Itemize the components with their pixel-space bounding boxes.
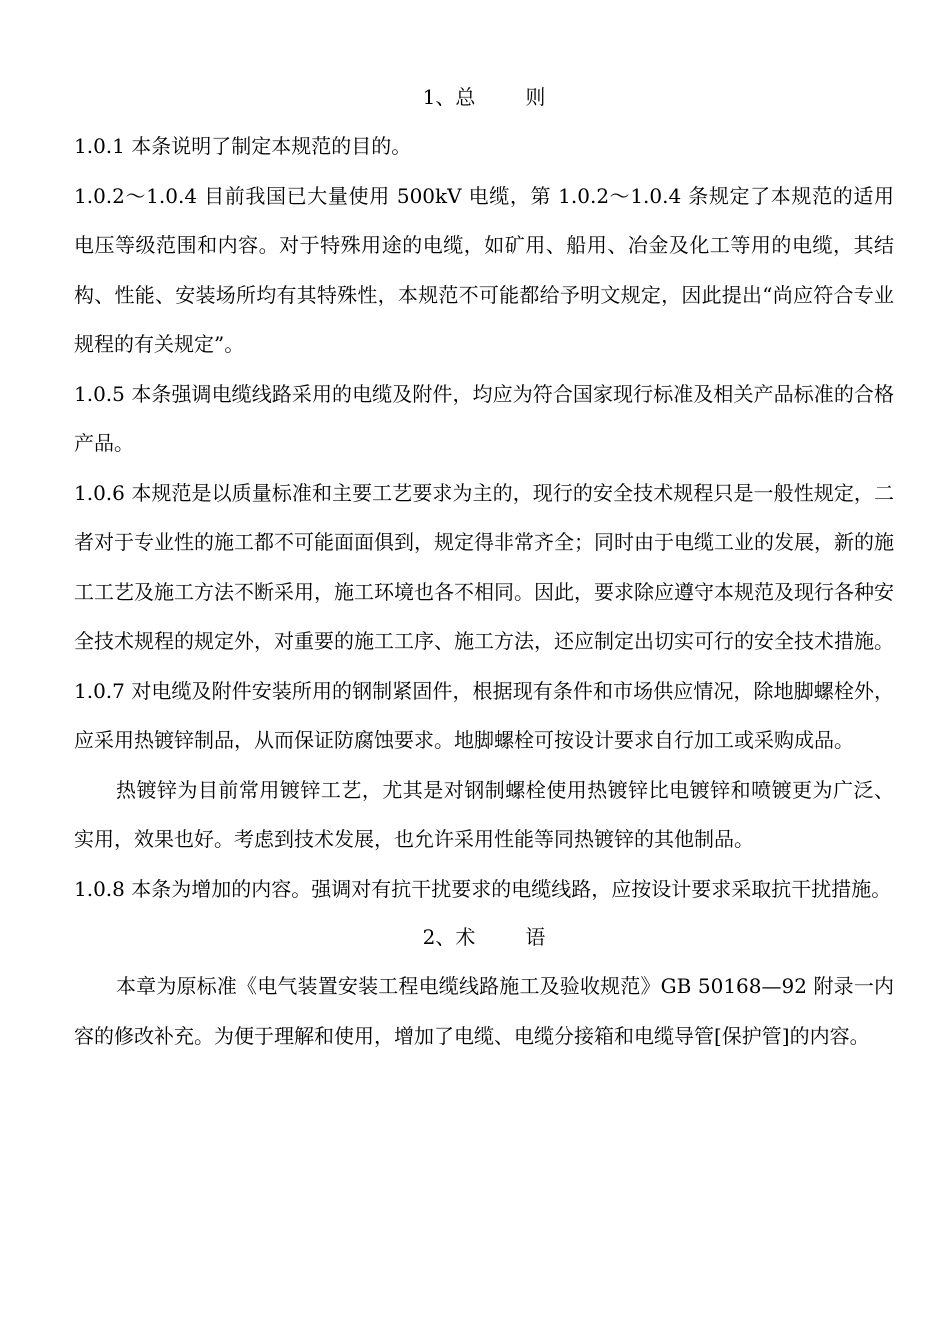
clause-1-0-1: 1.0.1 本条说明了制定本规范的目的。 bbox=[74, 134, 412, 158]
document-page bbox=[74, 80, 894, 1061]
clause-1-0-5: 1.0.5 本条强调电缆线路采用的电缆及附件，均应为符合国家现行标准及相关产品标准的合格产品。 bbox=[74, 381, 894, 455]
section-heading-word: 语 bbox=[525, 925, 546, 949]
section-heading-terms bbox=[74, 922, 894, 952]
clause-1-0-7-note: 热镀锌为目前常用镀锌工艺，尤其是对钢制螺栓使用热镀锌比电镀锌和喷镀更为广泛、实用，效果也好。考虑到技术发展，也允许采用性能等同热镀锌的其他制品。 bbox=[74, 777, 894, 851]
section-heading-number: 2、术 bbox=[422, 925, 476, 949]
clause-1-0-6: 1.0.6 本规范是以质量标准和主要工艺要求为主的，现行的安全技术规程只是一般性规定，二者对于专业性的施工都不可能面面俱到，规定得非常齐全；同时由于电缆工业的发展，新的施工工艺及施工方法不断采用，施工环境也各不相同。因此，要求除应遵守本规范及现行各种安全技术规程的规定外，对重要的施工工序、施工方法，还应制定出切实可行的安全技术措施。 bbox=[74, 480, 894, 653]
clause-1-0-7: 1.0.7 对电缆及附件安装所用的钢制紧固件，根据现有条件和市场供应情况，除地脚螺栓外，应采用热镀锌制品，从而保证防腐蚀要求。地脚螺栓可按设计要求自行加工或采购成品。 bbox=[74, 678, 894, 752]
section-heading-general bbox=[74, 82, 894, 112]
clause-1-0-2-to-1-0-4: 1.0.2～1.0.4 目前我国已大量使用 500kV 电缆，第 1.0.2～1.0.4 条规定了本规范的适用电压等级范围和内容。对于特殊用途的电缆，如矿用、船用、冶金及化工等用的电缆，其结构、性能、安装场所均有其特殊性，本规范不可能都给予明文规定，因此提出“尚应符合专业规程的有关规定”。 bbox=[74, 183, 894, 356]
terms-intro-paragraph: 本章为原标准《电气装置安装工程电缆线路施工及验收规范》GB 50168—92 附录一内容的修改补充。为便于理解和使用，增加了电缆、电缆分接箱和电缆导管[保护管]的内容。 bbox=[74, 974, 894, 1048]
clause-1-0-8: 1.0.8 本条为增加的内容。强调对有抗干扰要求的电缆线路，应按设计要求采取抗干扰措施。 bbox=[74, 876, 892, 901]
section-heading-word: 则 bbox=[525, 85, 546, 109]
section-heading-number: 1、总 bbox=[422, 85, 476, 109]
